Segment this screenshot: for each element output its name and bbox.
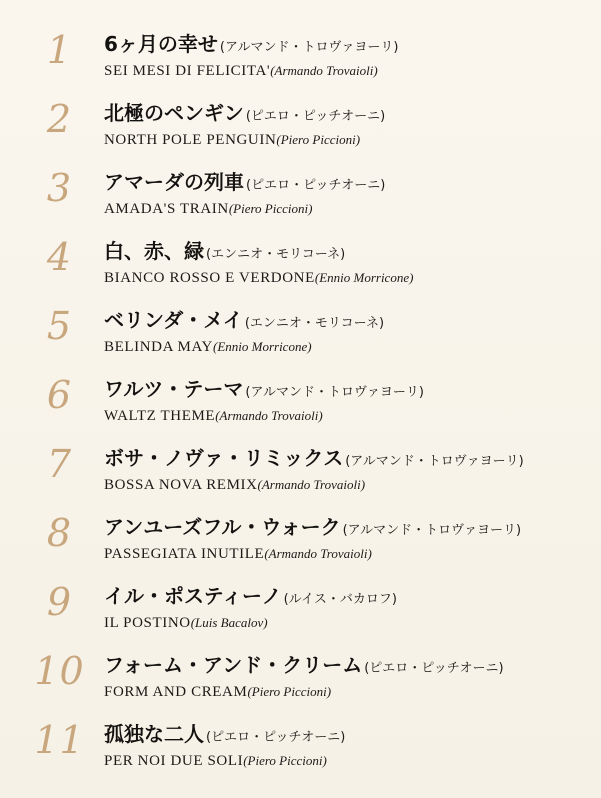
track-en-line [104,336,312,356]
track-en-title: FORM AND CREAM [104,684,248,700]
track-item [0,367,601,433]
track-item [0,436,601,502]
track-number: 8 [46,511,73,555]
track-jp-composer: (ピエロ・ピッチオーニ) [206,730,346,745]
track-en-title: NORTH POLE PENGUIN [104,132,277,148]
track-en-title: PER NOI DUE SOLI [104,753,244,769]
track-en-composer: (Armando Trovaioli) [270,63,378,78]
track-number: 1 [46,28,73,72]
track-number: 5 [46,304,73,348]
track-en-title: BELINDA MAY [104,339,213,355]
track-jp-line [104,235,345,264]
track-jp-title: 北極のペンギン [104,101,244,125]
track-en-line [104,750,327,770]
track-en-composer: (Luis Bacalov) [190,615,268,630]
track-en-composer: (Armando Trovaioli) [264,546,372,561]
track-item [0,712,601,778]
track-en-title: BOSSA NOVA REMIX [104,477,258,493]
track-jp-composer: (ピエロ・ピッチオーニ) [246,178,386,193]
track-jp-line [104,97,385,126]
track-jp-line [104,166,385,195]
track-jp-title: ワルツ・テーマ [104,377,244,401]
track-en-line [104,198,312,218]
track-en-composer: (Armando Trovaioli) [257,477,366,492]
track-jp-title: 孤独な二人 [104,722,204,746]
track-item [0,160,601,226]
track-jp-title: 白、赤、緑 [104,239,204,263]
track-number: 10 [34,649,85,693]
track-jp-title: ボサ・ノヴァ・リミックス [104,446,344,470]
track-en-line [104,612,268,632]
track-jp-composer: (ピエロ・ピッチオーニ) [245,109,386,124]
track-item [0,643,601,709]
track-en-composer: (Piero Piccioni) [276,132,361,147]
track-jp-composer: (ルイス・バカロフ) [283,592,397,607]
track-jp-composer: (アルマンド・トロヴァヨーリ) [219,40,399,55]
track-en-title: IL POSTINO [104,615,191,631]
track-en-title: SEI MESI DI FELICITA' [104,63,271,79]
track-jp-title: 6ヶ月の幸せ [104,32,218,56]
track-en-composer: (Ennio Morricone) [314,270,414,285]
track-jp-composer: (アルマンド・トロヴァヨーリ) [342,523,522,538]
track-jp-title: フォーム・アンド・クリーム [104,653,363,677]
track-number: 6 [46,373,73,417]
track-item [0,574,601,640]
track-en-line [104,474,365,494]
track-jp-line [104,373,424,402]
track-en-line [104,405,323,425]
track-item [0,229,601,295]
track-en-composer: (Ennio Morricone) [212,339,312,354]
track-en-title: AMADA'S TRAIN [104,201,229,217]
track-item [0,298,601,364]
track-number: 3 [46,166,73,210]
track-jp-line [104,718,345,747]
track-jp-composer: (エンニオ・モリコーネ) [244,316,385,331]
track-jp-line [104,511,521,540]
track-en-line [104,543,372,563]
track-item [0,505,601,571]
track-en-composer: (Armando Trovaioli) [215,408,323,423]
track-jp-title: アマーダの列車 [104,170,244,194]
track-en-line [104,267,413,287]
track-jp-composer: (アルマンド・トロヴァヨーリ) [345,454,524,469]
track-jp-line [104,28,398,57]
track-number: 4 [46,235,73,279]
track-number: 2 [46,97,73,141]
track-number: 7 [46,442,73,486]
track-jp-line [104,304,384,333]
track-jp-title: アンユーズフル・ウォーク [104,515,341,539]
track-number: 11 [34,718,85,762]
track-item [0,22,601,88]
track-jp-composer: (エンニオ・モリコーネ) [206,247,346,262]
track-en-composer: (Piero Piccioni) [228,201,313,216]
track-en-title: BIANCO ROSSO E VERDONE [104,270,315,286]
track-en-line [104,681,331,701]
track-en-line [104,60,378,80]
track-en-title: PASSEGIATA INUTILE [104,546,265,562]
track-jp-line [104,649,504,678]
track-jp-composer: (アルマンド・トロヴァヨーリ) [245,385,424,400]
track-jp-line [104,580,397,609]
track-en-line [104,129,360,149]
track-number: 9 [46,580,73,624]
track-en-title: WALTZ THEME [104,408,216,424]
track-jp-title: ベリンダ・メイ [104,308,243,332]
track-en-composer: (Piero Piccioni) [243,753,327,768]
track-jp-title: イル・ポスティーノ [104,584,282,608]
track-jp-line [104,442,524,471]
track-item [0,91,601,157]
track-jp-composer: (ピエロ・ピッチオーニ) [364,661,504,676]
track-en-composer: (Piero Piccioni) [247,684,332,699]
